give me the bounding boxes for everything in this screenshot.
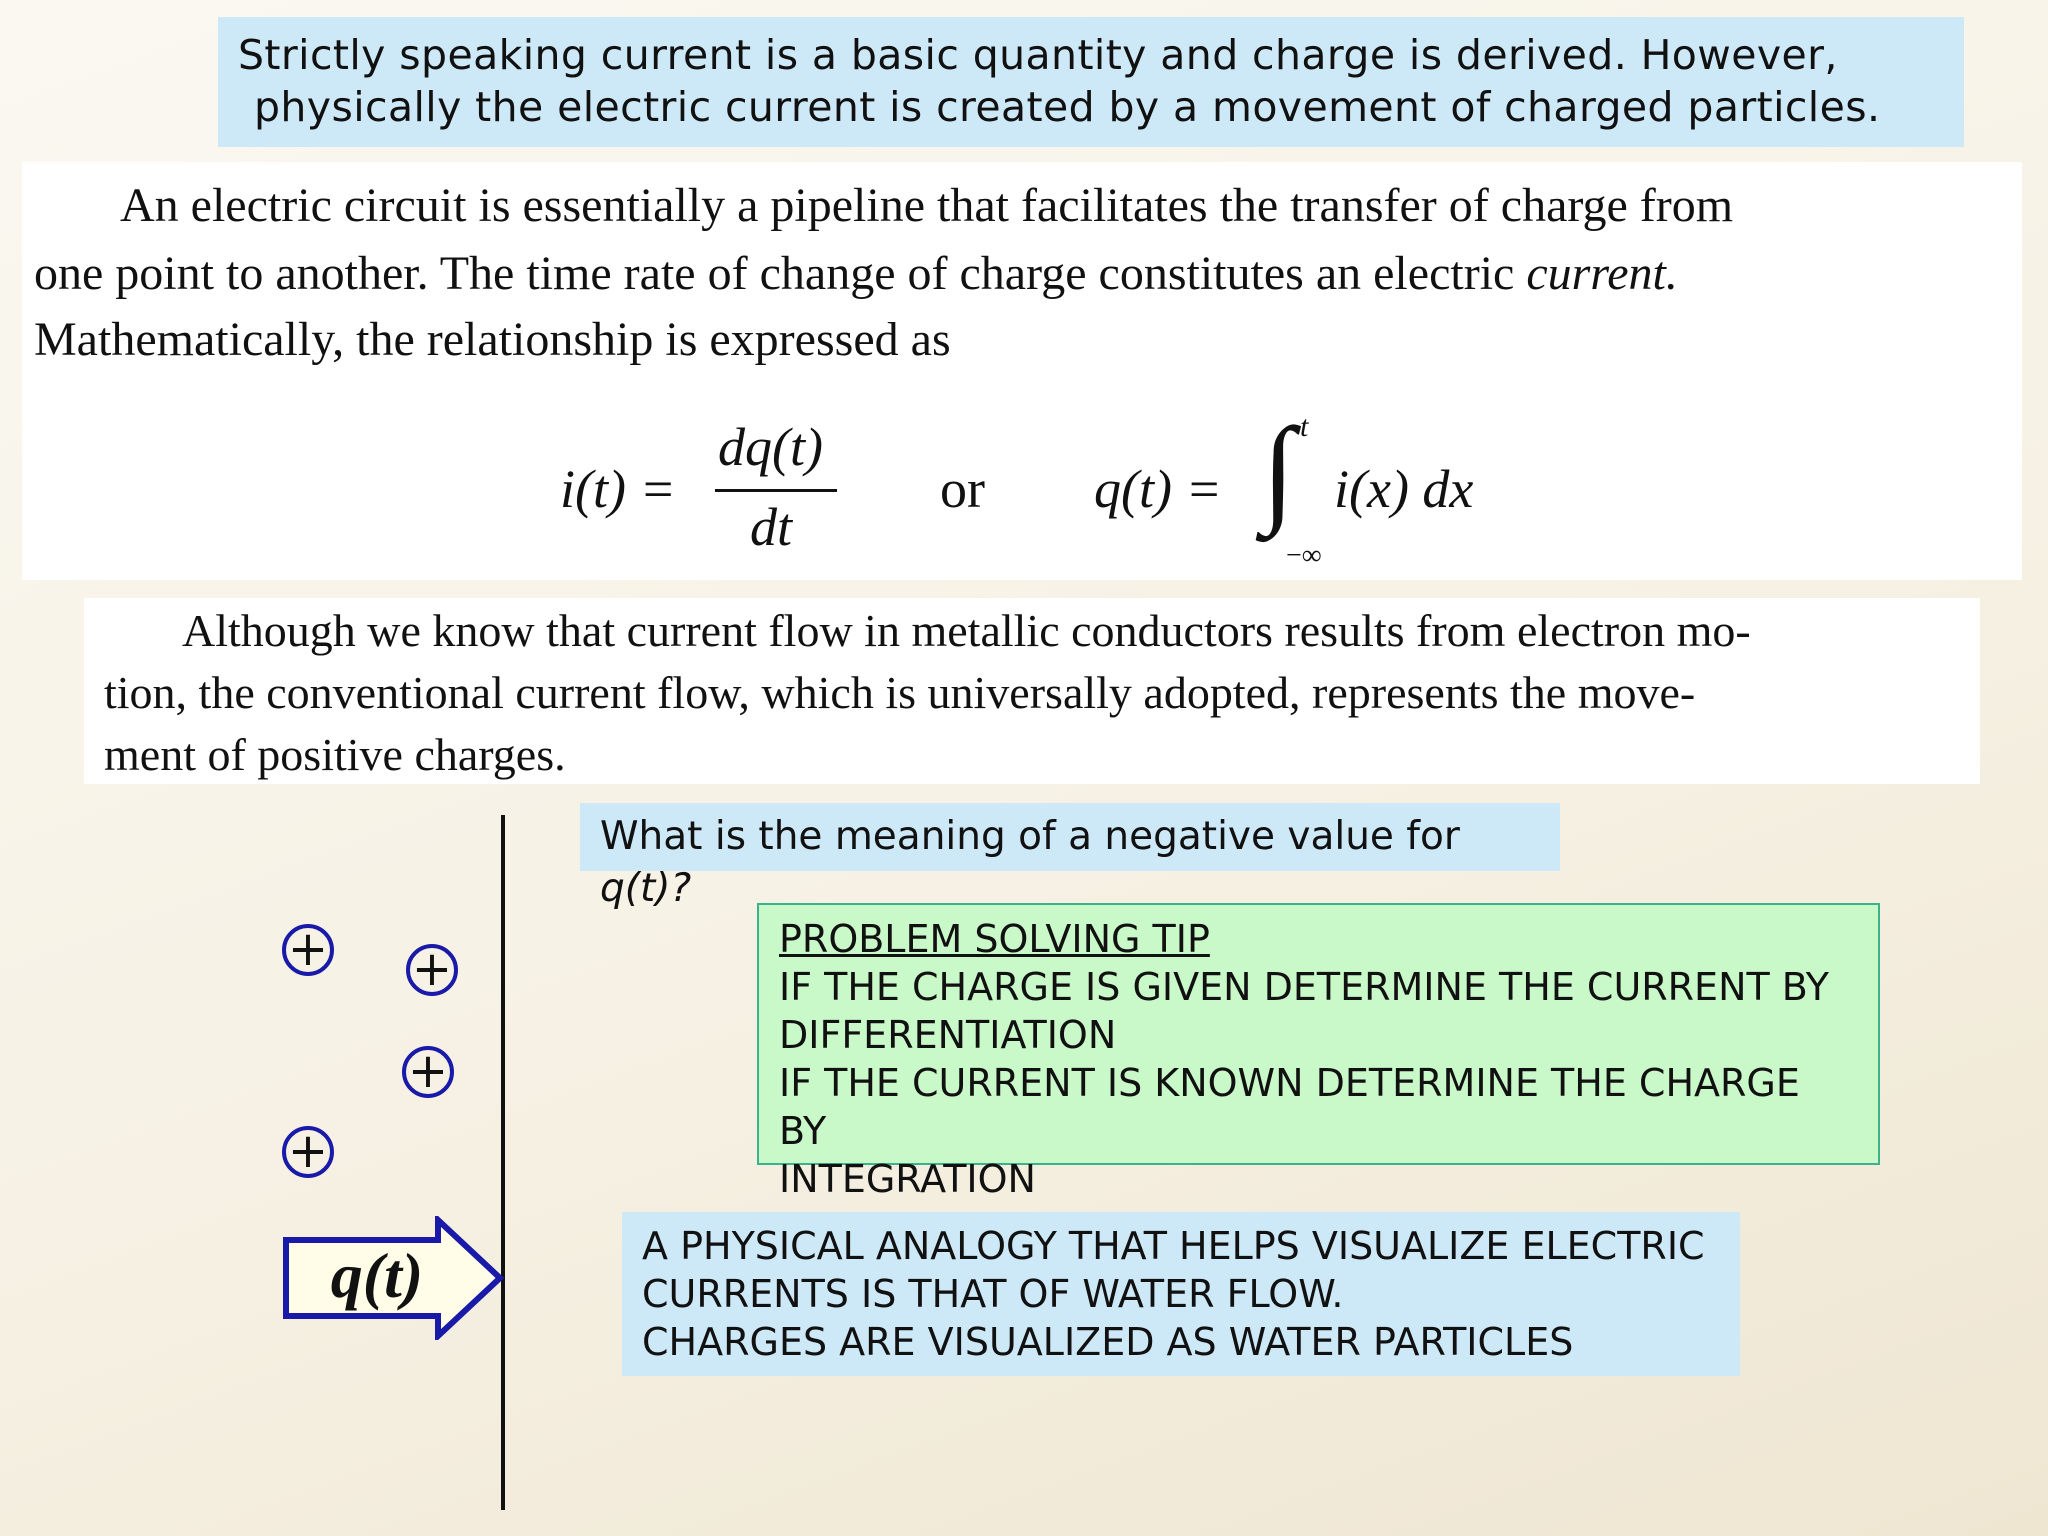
analogy-line-1: A PHYSICAL ANALOGY THAT HELPS VISUALIZE ELECTRIC: [642, 1224, 1705, 1268]
textbook-excerpt-definition: [22, 162, 2022, 580]
excerpt2-line-1: Although we know that current flow in metallic conductors results from electron mo-: [182, 605, 1751, 656]
question-variable: q(t)?: [600, 866, 692, 911]
eq-denominator: dt: [750, 497, 793, 557]
tip-line-3: IF THE CURRENT IS KNOWN DETERMINE THE CHARGE BY: [779, 1061, 1800, 1153]
intro-note-line-1: Strictly speaking current is a basic quantity and charge is derived. However,: [238, 31, 1838, 79]
excerpt1-current-term: current.: [1526, 247, 1678, 300]
excerpt1-line-2: [34, 240, 1678, 308]
eq-numerator: dq(t): [718, 417, 823, 477]
positive-charge-icon: +: [282, 1126, 334, 1178]
eq-lower-limit: −∞: [1286, 540, 1322, 571]
tip-title: PROBLEM SOLVING TIP: [779, 917, 1210, 961]
eq-or: or: [940, 459, 985, 519]
excerpt1-line-2-text: one point to another. The time rate of change of charge constitutes an electric: [34, 247, 1527, 300]
tip-line-1: IF THE CHARGE IS GIVEN DETERMINE THE CURRENT BY: [779, 965, 1829, 1009]
problem-solving-tip: [757, 903, 1880, 1201]
excerpt2-line-3: ment of positive charges.: [104, 729, 566, 780]
textbook-excerpt-conventional-flow: [84, 598, 1980, 784]
integral-sign: ∫: [1262, 403, 1295, 536]
excerpt2-line-2: tion, the conventional current flow, which is universally adopted, represents the move-: [104, 667, 1696, 718]
analogy-line-2: CURRENTS IS THAT OF WATER FLOW.: [642, 1272, 1344, 1316]
eq-lhs-charge: q(t) =: [1094, 459, 1222, 519]
eq-integrand: i(x) dx: [1334, 459, 1474, 519]
charge-flow-label: q(t): [330, 1240, 424, 1311]
water-analogy-note: [622, 1212, 1740, 1376]
intro-note: [218, 17, 1964, 147]
tip-line-4: INTEGRATION: [779, 1157, 1036, 1201]
excerpt1-line-1: An electric circuit is essentially a pipeline that facilitates the transfer of charge from: [120, 179, 1734, 232]
analogy-line-3: CHARGES ARE VISUALIZED AS WATER PARTICLES: [642, 1320, 1574, 1364]
intro-note-line-2: physically the electric current is created by a movement of charged particles.: [254, 83, 1881, 131]
question-text: What is the meaning of a negative value for: [600, 814, 1460, 859]
tip-line-2: DIFFERENTIATION: [779, 1013, 1117, 1057]
question-callout: [580, 803, 1560, 911]
positive-charge-icon: +: [282, 924, 334, 976]
eq-upper-limit: t: [1300, 410, 1309, 443]
eq-lhs-current: i(t) =: [560, 459, 676, 519]
eq-fraction-bar: [715, 489, 837, 492]
excerpt1-line-3: Mathematically, the relationship is expressed as: [34, 313, 951, 366]
positive-charge-icon: +: [402, 1046, 454, 1098]
positive-charge-icon: +: [406, 944, 458, 996]
conductor-cross-section-line: [501, 815, 505, 1510]
